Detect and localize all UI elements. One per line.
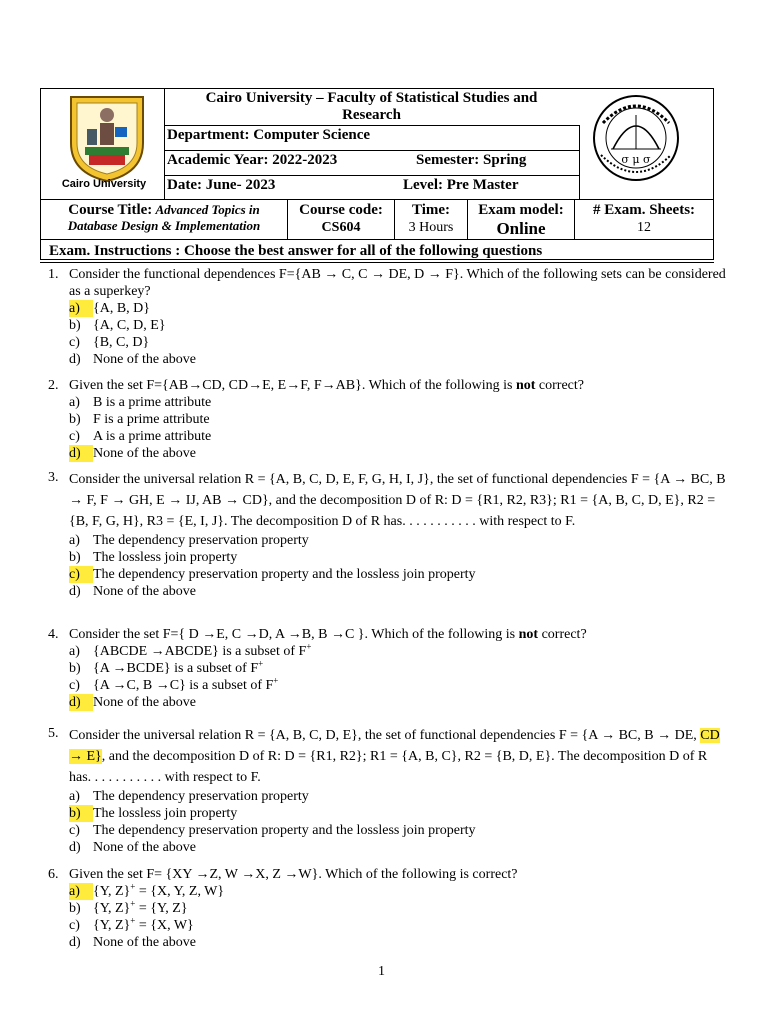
option-b[interactable]: b) The lossless join property [69, 806, 238, 821]
question-3: 3. Consider the universal relation R = {A, B, C, D, E, F, G, H, I, J}, the set of functional dependencies F = {A → BC, B → F, F → GH, E → IJ, AB → CD}, and the decomposition D of R: D = {R1, R2, R3}; R1 = {A, B, C, D, E}, R2 = {B, F, G, H}, R3 = {E, I, J}. The decomposition D of R has. . . . . . . . . . . with respect to F. a) The dependency preservation property b) The lossless join property c) The dependency preservation property and the lossless join property d) None of the above [48, 469, 728, 600]
academic-year: Academic Year: 2022-2023 [167, 152, 338, 168]
time-cell: Time: 3 Hours [408, 202, 454, 235]
option-a[interactable]: a) The dependency preservation property [69, 533, 309, 548]
exam-header [40, 88, 714, 260]
question-2: 2. Given the set F={AB→CD, CD→E, E→F, F→AB}. Which of the following is not correct? a) B is a prime attribute b) F is a prime attribute c) A is a prime attribute d) None of the above [48, 377, 728, 462]
option-c[interactable]: c) The dependency preservation property and the lossless join property [69, 823, 476, 838]
question-5: 5. Consider the universal relation R = {A, B, C, D, E}, the set of functional dependencies F = {A → BC, B → DE, CD → E}, and the decomposition D of R: D = {R1, R2}; R1 = {A, B, C}, R2 = {B, D, E}. The decomposition D of R has. . . . . . . . . . . with respect to F. a) The dependency preservation property b) The lossless join property c) The dependency preservation property and the lossless join property d) None of the above [48, 725, 728, 856]
seal-greek-letters: σ μ σ [621, 153, 651, 166]
exam-instructions: Exam. Instructions : Choose the best answer for all of the following questions [49, 243, 543, 259]
level: Level: Pre Master [403, 177, 519, 193]
option-b[interactable]: b) F is a prime attribute [69, 412, 210, 427]
exam-sheets-cell: # Exam. Sheets: 12 [592, 202, 696, 235]
question-stem: Given the set F={AB→CD, CD→E, E→F, F→AB}. Which of the following is not correct? [69, 378, 584, 393]
option-a[interactable]: a) B is a prime attribute [69, 395, 212, 410]
option-b[interactable]: b) {Y, Z}+ = {Y, Z} [69, 898, 188, 916]
question-6: 6. Given the set F= {XY →Z, W →X, Z →W}. Which of the following is correct? a) {Y, Z}+ = {X, Y, Z, W} b) {Y, Z}+ = {Y, Z} c) {Y, Z}+ = {X, W} d) None of the above [48, 866, 728, 951]
option-d[interactable]: d) None of the above [69, 840, 197, 855]
question-stem: Consider the set F={ D →E, C →D, A →B, B →C }. Which of the following is not correct? [69, 627, 587, 642]
question-stem: Given the set F= {XY →Z, W →X, Z →W}. Which of the following is correct? [69, 867, 518, 882]
page-number: 1 [378, 964, 385, 979]
option-d[interactable]: d) None of the above [69, 446, 197, 461]
logo-caption: Cairo University [61, 178, 147, 190]
option-a[interactable]: a) {Y, Z}+ = {X, Y, Z, W} [69, 881, 225, 899]
option-b[interactable]: b) {A, C, D, E} [69, 318, 166, 333]
question-stem: Consider the functional dependences F={AB → C, C → DE, D → F}. Which of the following sets can be considered as a superkey? [69, 267, 726, 299]
semester: Semester: Spring [416, 152, 527, 168]
question-1: 1. Consider the functional dependences F={AB → C, C → DE, D → F}. Which of the following sets can be considered as a superkey? a) {A, B, D} b) {A, C, D, E} c) {B, C, D} d) None of the above [48, 266, 728, 368]
option-c[interactable]: c) {Y, Z}+ = {X, W} [69, 915, 194, 933]
question-stem: Consider the universal relation R = {A, B, C, D, E, F, G, H, I, J}, the set of functional dependencies F = {A → BC, B → F, F → GH, E → IJ, AB → CD}, and the decomposition D of R: D = {R1, R2, R3}; R1 = {A, B, C, D, E}, R2 = {B, F, G, H}, R3 = {E, I, J}. The decomposition D of R has. . . . . . . . . . . with respect to F. [69, 472, 726, 529]
question-4: 4. Consider the set F={ D →E, C →D, A →B, B →C }. Which of the following is not correct? a) {ABCDE →ABCDE} is a subset of F+ b) {A →BCDE} is a subset of F+ c) {A →C, B →C} is a subset of F+ d) None of the above [48, 626, 728, 711]
option-c[interactable]: c) {A →C, B →C} is a subset of F+ [69, 675, 279, 693]
option-c[interactable]: c) A is a prime attribute [69, 429, 212, 444]
option-c[interactable]: c) {B, C, D} [69, 335, 150, 350]
cairo-university-logo-icon [67, 93, 147, 183]
option-a[interactable]: a) {A, B, D} [69, 301, 150, 316]
option-d[interactable]: d) None of the above [69, 584, 197, 599]
course-title-cell: Course Title: Advanced Topics in Database Design & Implementation [67, 202, 261, 233]
option-d[interactable]: d) None of the above [69, 695, 197, 710]
option-b[interactable]: b) The lossless join property [69, 550, 238, 565]
faculty-seal-icon [591, 93, 681, 183]
option-a[interactable]: a) {ABCDE →ABCDE} is a subset of F+ [69, 641, 312, 659]
option-c[interactable]: c) The dependency preservation property and the lossless join property [69, 567, 476, 582]
option-a[interactable]: a) The dependency preservation property [69, 789, 309, 804]
course-code-cell: Course code: CS604 [299, 202, 383, 235]
option-b[interactable]: b) {A →BCDE} is a subset of F+ [69, 658, 264, 676]
option-d[interactable]: d) None of the above [69, 935, 197, 950]
exam-model-cell: Exam model: Online [478, 202, 564, 238]
question-stem: Consider the universal relation R = {A, B, C, D, E}, the set of functional dependencies F = {A → BC, B → DE, CD → E}, and the decomposition D of R: D = {R1, R2}; R1 = {A, B, C}, R2 = {B, D, E}. The decomposition D of R has. . . . . . . . . . . with respect to F. [69, 728, 720, 785]
university-title: Cairo University – Faculty of Statistical Studies and Research [205, 90, 538, 123]
option-d[interactable]: d) None of the above [69, 352, 197, 367]
department: Department: Computer Science [167, 127, 371, 143]
exam-date: Date: June- 2023 [167, 177, 276, 193]
